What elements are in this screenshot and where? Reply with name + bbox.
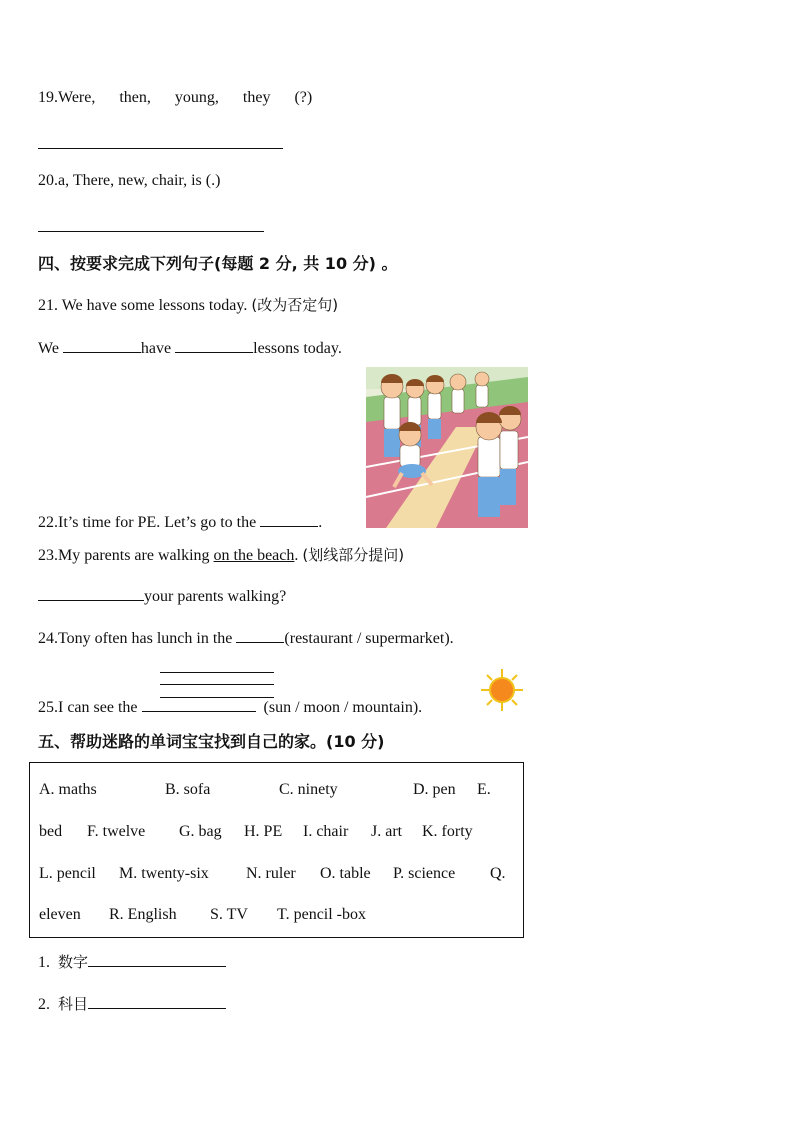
question-hint: (改为否定句) xyxy=(251,296,339,314)
question-text: a, There, new, chair, is (.) xyxy=(58,172,221,189)
section-4-title: 四、按要求完成下列句子(每题 2 分, 共 10 分) 。 xyxy=(38,254,398,273)
answer-text: We xyxy=(38,340,63,357)
question-hint: (划线部分提问) xyxy=(302,546,405,564)
category-1 xyxy=(38,952,226,973)
blank[interactable] xyxy=(236,628,284,643)
word-box xyxy=(29,762,524,938)
question-end: . xyxy=(294,547,303,564)
word-option: M. twenty-six xyxy=(119,865,209,882)
question-text: We have some lessons today. xyxy=(58,297,252,314)
word-option: O. table xyxy=(320,865,371,882)
word: (?) xyxy=(294,89,313,106)
answer-23 xyxy=(38,586,286,607)
blank[interactable] xyxy=(88,994,226,1009)
blank[interactable] xyxy=(38,586,144,601)
word-option: C. ninety xyxy=(279,781,338,798)
word-option: B. sofa xyxy=(165,781,211,798)
word: young, xyxy=(174,89,219,106)
question-text: My parents are walking xyxy=(58,547,214,564)
category-number: 1. xyxy=(38,954,50,971)
question-text: I can see the xyxy=(58,699,142,716)
blank[interactable] xyxy=(63,338,141,353)
question-number: 24. xyxy=(38,630,58,647)
underlined-phrase: on the beach xyxy=(213,547,295,564)
word-option: N. ruler xyxy=(246,865,296,882)
question-text: Tony often has lunch in the xyxy=(58,630,237,647)
stack-line xyxy=(160,672,274,673)
question-23 xyxy=(38,545,404,566)
stack-line xyxy=(160,684,274,685)
question-number: 22. xyxy=(38,514,58,531)
running-track-illustration xyxy=(366,367,528,528)
word-option: D. pen xyxy=(413,781,456,798)
word-option: A. maths xyxy=(39,781,97,798)
word-option: I. chair xyxy=(303,823,349,840)
question-number: 19. xyxy=(38,89,58,106)
question-19 xyxy=(38,88,312,108)
word-option: T. pencil -box xyxy=(277,906,367,923)
question-25 xyxy=(38,697,422,718)
blank[interactable] xyxy=(88,952,226,967)
question-24 xyxy=(38,628,454,649)
sun-icon xyxy=(480,668,524,712)
blank[interactable] xyxy=(260,512,318,527)
question-number: 25. xyxy=(38,699,58,716)
category-2 xyxy=(38,994,226,1015)
category-label: 数字 xyxy=(58,953,89,971)
word-option: P. science xyxy=(393,865,456,882)
word: Were, xyxy=(58,89,96,106)
answer-21 xyxy=(38,338,342,359)
answer-text: lessons today. xyxy=(253,340,342,357)
question-number: 20. xyxy=(38,172,58,189)
word-option: S. TV xyxy=(210,906,248,923)
word-option: H. PE xyxy=(244,823,283,840)
blank[interactable] xyxy=(142,697,256,712)
word-option: J. art xyxy=(371,823,403,840)
question-text: It’s time for PE. Let’s go to the xyxy=(58,514,261,531)
word-option: F. twelve xyxy=(87,823,146,840)
word: they xyxy=(242,89,271,106)
answer-text: have xyxy=(140,340,176,357)
question-20 xyxy=(38,171,220,191)
word-option: G. bag xyxy=(179,823,222,840)
question-number: 21. xyxy=(38,297,58,314)
answer-line-19[interactable] xyxy=(38,148,283,149)
word-option: E. xyxy=(477,781,491,798)
word-option: R. English xyxy=(109,906,177,923)
answer-line-20[interactable] xyxy=(38,231,264,232)
question-number: 23. xyxy=(38,547,58,564)
word-option: bed xyxy=(39,823,63,840)
word-option: L. pencil xyxy=(39,865,96,882)
word-option: Q. xyxy=(490,865,506,882)
section-5-title: 五、帮助迷路的单词宝宝找到自己的家。(10 分) xyxy=(38,732,385,751)
blank[interactable] xyxy=(175,338,253,353)
word-option: eleven xyxy=(39,906,81,923)
answer-text: your parents walking? xyxy=(144,588,287,605)
category-label: 科目 xyxy=(58,995,89,1013)
word-option: K. forty xyxy=(422,823,473,840)
question-end: . xyxy=(318,514,323,531)
question-22 xyxy=(38,512,322,533)
question-21 xyxy=(38,295,338,316)
question-options: (sun / moon / mountain). xyxy=(263,699,423,716)
word: then, xyxy=(119,89,151,106)
category-number: 2. xyxy=(38,996,50,1013)
question-options: (restaurant / supermarket). xyxy=(284,630,454,647)
